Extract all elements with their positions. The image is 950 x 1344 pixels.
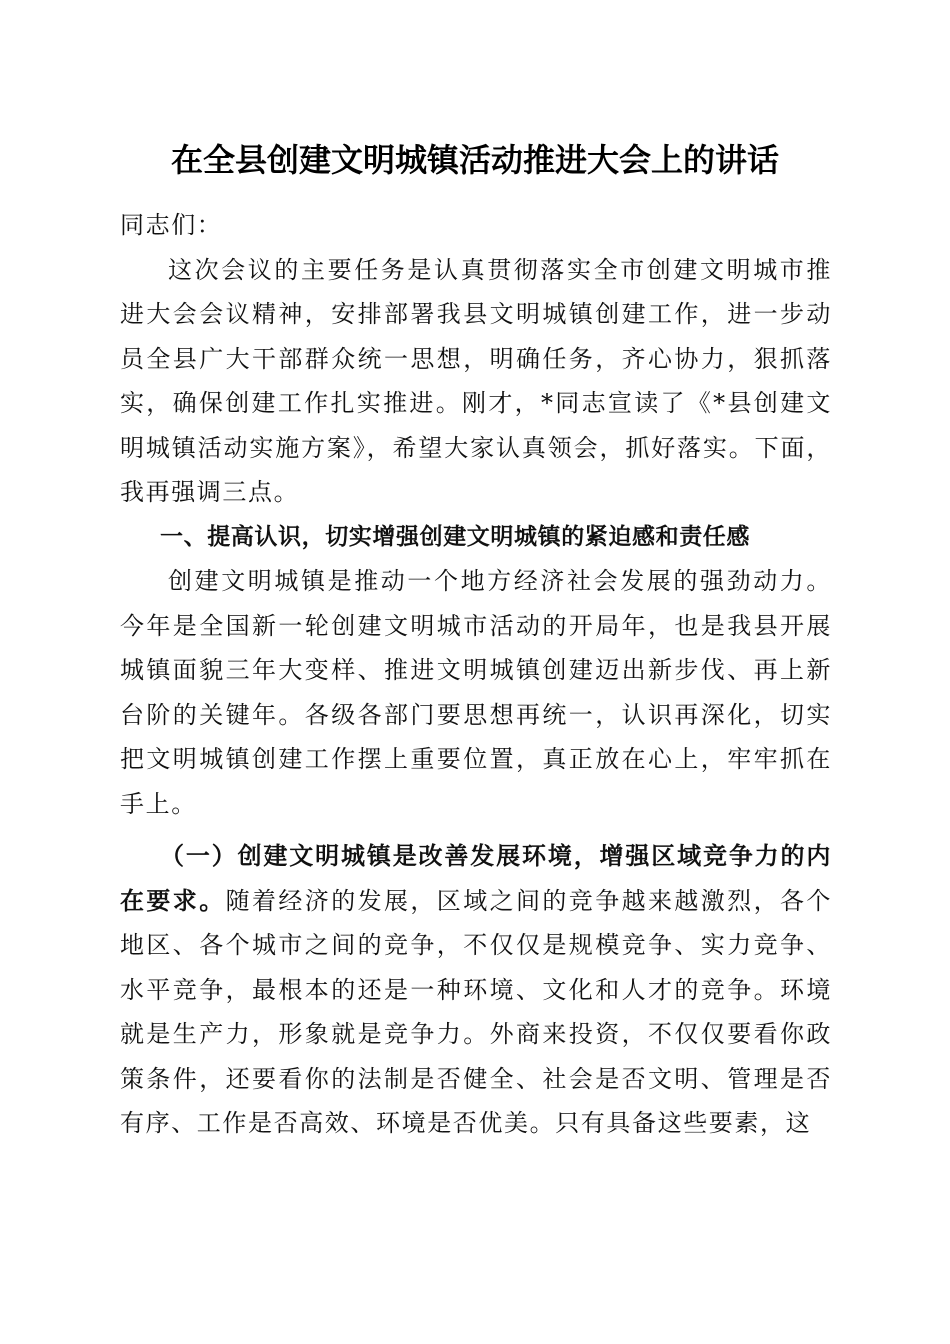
salutation: 同志们：	[120, 211, 223, 239]
subsection-1-paragraph	[120, 834, 832, 1146]
document-body	[120, 203, 832, 1146]
section-1-heading: 一、提高认识，切实增强创建文明城镇的紧迫感和责任感	[160, 523, 750, 550]
subsection-1-body: 随着经济的发展，区域之间的竞争越来越激烈，各个地区、各个城市之间的竞争，不仅仅是规模竞争、实力竞争、水平竞争，最根本的还是一种环境、文化和人才的竞争。环境就是生产力，形象就是竞争力。外商来投资，不仅仅要看你政策条件，还要看你的法制是否健全、社会是否文明、管理是否有序、工作是否高效、环境是否优美。只有具备这些要素，这	[120, 886, 832, 1137]
intro-paragraph: 这次会议的主要任务是认真贯彻落实全市创建文明城市推进大会会议精神，安排部署我县文明城镇创建工作，进一步动员全县广大干部群众统一思想，明确任务，齐心协力，狠抓落实，确保创建工作扎实推进。刚才，*同志宣读了《*县创建文明城镇活动实施方案》，希望大家认真领会，抓好落实。下面，我再强调三点。	[120, 255, 832, 506]
subsection-1-heading: （一）创建文明城镇是改善发展环境，增强区域竞争力的内在要求。	[120, 841, 832, 915]
section-1-paragraph: 创建文明城镇是推动一个地方经济社会发展的强劲动力。今年是全国新一轮创建文明城市活动的开局年，也是我县开展城镇面貌三年大变样、推进文明城镇创建迈出新步伐、再上新台阶的关键年。各级各部门要思想再统一，认识再深化，切实把文明城镇创建工作摆上重要位置，真正放在心上，牢牢抓在手上。	[120, 567, 832, 818]
document-title: 在全县创建文明城镇活动推进大会上的讲话	[170, 141, 779, 179]
